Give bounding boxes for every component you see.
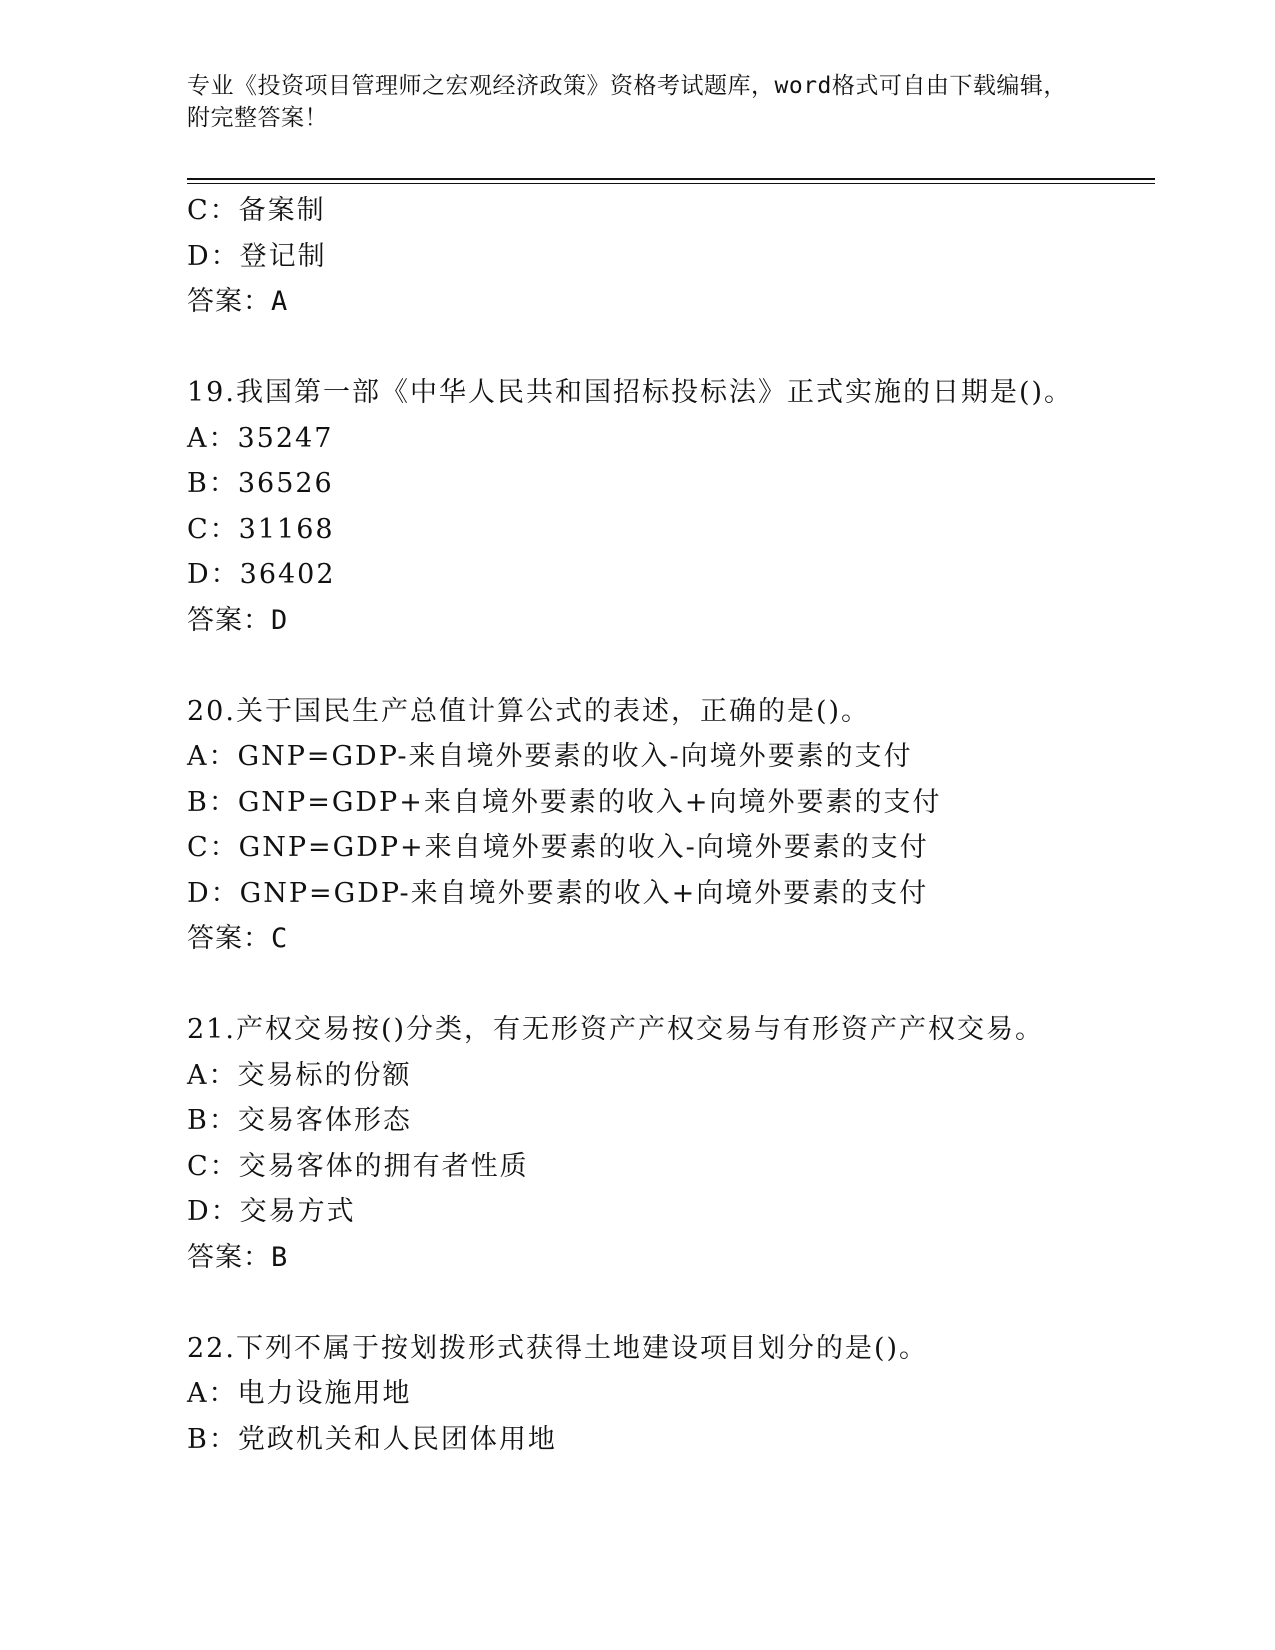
option-c: C：备案制 [187,195,326,226]
question-stem: 21.产权交易按()分类，有无形资产产权交易与有形资产产权交易。 [187,1014,1045,1045]
answer: 答案：C [187,923,289,954]
question-list [187,188,1155,1462]
option-d: D：登记制 [187,240,327,272]
option-b: B：36526 [187,468,334,499]
option-b: B：GNP=GDP+来自境外要素的收入+向境外要素的支付 [187,786,942,818]
answer: 答案：A [187,286,289,317]
option-a: A：交易标的份额 [187,1059,412,1091]
option-d: D：交易方式 [187,1196,356,1227]
option-a: A：35247 [187,422,334,454]
header-divider-thin [187,183,1155,184]
option-d: D：36402 [187,559,336,590]
option-a: A：GNP=GDP-来自境外要素的收入-向境外要素的支付 [187,741,913,772]
option-b: B：党政机关和人民团体用地 [187,1423,557,1455]
option-d: D：GNP=GDP-来自境外要素的收入+向境外要素的支付 [187,877,929,909]
question-stem: 22.下列不属于按划拨形式获得土地建设项目划分的是()。 [187,1332,929,1364]
answer: 答案：B [187,1241,289,1273]
question-stem: 19.我国第一部《中华人民共和国招标投标法》正式实施的日期是()。 [187,377,1074,408]
option-c: C：交易客体的拥有者性质 [187,1150,529,1182]
document-header: 专业《投资项目管理师之宏观经济政策》资格考试题库，word格式可自由下载编辑，附完整答案！ [187,73,1067,131]
question-stem: 20.关于国民生产总值计算公式的表述，正确的是()。 [187,695,871,727]
option-c: C：31168 [187,513,335,545]
option-a: A：电力设施用地 [187,1378,412,1409]
option-c: C：GNP=GDP+来自境外要素的收入-向境外要素的支付 [187,832,929,863]
header-divider [187,178,1155,180]
option-b: B：交易客体形态 [187,1105,412,1136]
answer: 答案：D [187,604,289,636]
